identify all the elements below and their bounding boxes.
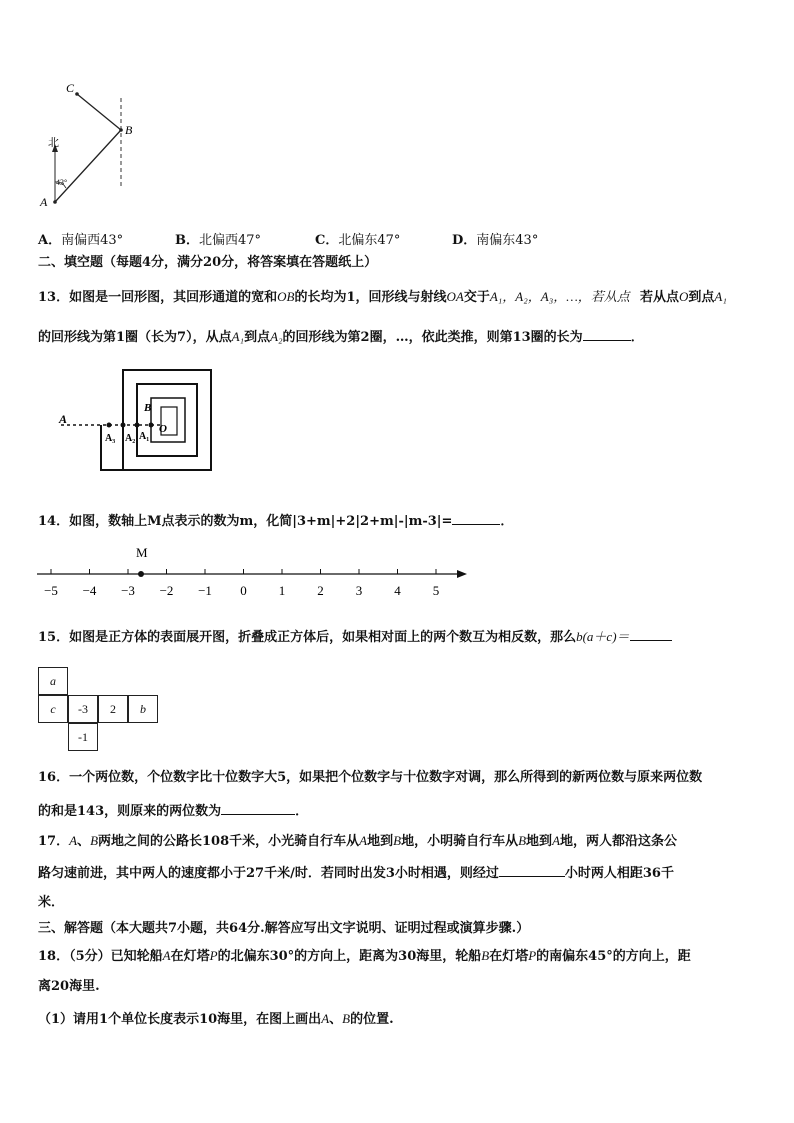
q15-answer-blank[interactable]: [630, 628, 672, 641]
tick-label: −4: [82, 583, 97, 598]
segment-ba: [55, 130, 121, 202]
point-m-label: M: [136, 545, 148, 560]
q18-line1: 18．（5分）已知轮船A在灯塔P的北偏东30°的方向上，距离为30海里，轮船B在灯塔P的南偏东45°的方向上，距: [38, 948, 691, 964]
label-c: C: [66, 81, 75, 95]
choice-a[interactable]: A．南偏西43°: [38, 233, 124, 248]
q18-line2: 离20海里.: [38, 979, 100, 994]
tick-label: 4: [394, 583, 401, 598]
tick-label: 1: [278, 583, 286, 598]
q15-text: 15．如图是正方体的表面展开图，折叠成正方体后，如果相对面上的两个数互为相反数，那么b(a＋c)＝: [38, 628, 672, 646]
svg-text:A₂: A₂: [125, 433, 136, 444]
point-m: [138, 571, 144, 577]
tick-label: 3: [355, 583, 363, 598]
label-a: A: [40, 195, 48, 209]
q16-answer-blank[interactable]: [221, 802, 295, 815]
net-cell-neg1: -1: [68, 723, 98, 751]
svg-text:B: B: [144, 402, 152, 414]
segment-cb: [77, 94, 121, 130]
choice-c[interactable]: C．北偏东47°: [315, 233, 401, 248]
compass-figure: [35, 78, 135, 216]
q16-line2: 的和是143，则原来的两位数为 ．: [38, 804, 309, 819]
svg-text:O: O: [159, 423, 167, 435]
net-cell-b: b: [128, 695, 158, 723]
tick-label: 0: [240, 583, 247, 598]
section-3-heading: 三、解答题（本大题共7小题，共64分.解答应写出文字说明、证明过程或演算步骤.）: [38, 921, 530, 936]
svg-text:A: A: [59, 412, 68, 426]
number-line: [35, 542, 475, 602]
q18-sub1: （1）请用1个单位长度表示10海里，在图上画出A、B的位置.: [38, 1011, 394, 1027]
angle-label: 43°: [56, 178, 68, 187]
label-b: B: [125, 123, 133, 137]
q13-answer-blank[interactable]: [583, 328, 631, 341]
q14-text: 14．如图，数轴上M点表示的数为m，化简|3+m|+2|2+m|-|m-3|= ．: [38, 514, 514, 529]
choice-b[interactable]: B．北偏西47°: [175, 233, 262, 248]
axis-arrow-icon: [457, 570, 467, 578]
net-cell-c: c: [38, 695, 68, 723]
q17-answer-blank[interactable]: [499, 864, 565, 877]
q17-line1: 17．A、B两地之间的公路长108千米，小光骑自行车从A地到B地，小明骑自行车从B地到A地，两人都沿这条公: [38, 833, 678, 849]
net-cell-2: 2: [98, 695, 128, 723]
q17-line3: 米．: [38, 895, 65, 910]
svg-text:A₁: A₁: [139, 431, 150, 442]
q13-line2: 的回形线为第1圈（长为7），从点A₁到点A₂的回形线为第2圈，…，依此类推，则第13圈的长为 ．: [38, 329, 644, 345]
tick-label: 5: [432, 583, 440, 598]
section-2-heading: 二、填空题（每题4分，满分20分，将答案填在答题纸上）: [38, 255, 378, 270]
tick-label: −1: [198, 583, 212, 598]
net-cell-a: a: [38, 667, 68, 695]
north-label: 北: [48, 136, 59, 149]
q13-line1-tail: 若从点O到点A₁: [640, 289, 727, 305]
q17-line2: 路匀速前进，其中两人的速度都小于27千米/时．若同时出发3小时相遇，则经过 小时两人相距36千: [38, 866, 674, 881]
tick-label: −5: [44, 583, 58, 598]
q13-line1: 13．如图是一回形图，其回形通道的宽和OB的长均为1，回形线与射线OA交于A₁，A₂，A₃，…，若从点: [38, 289, 630, 305]
q16-line1: 16．一个两位数，个位数字比十位数字大5，如果把个位数字与十位数字对调，那么所得到的新两位数与原来两位数: [38, 770, 703, 785]
choice-d[interactable]: D．南偏东43°: [452, 233, 539, 248]
svg-text:A₃: A₃: [105, 433, 116, 444]
net-cell-neg3: -3: [68, 695, 98, 723]
tick-label: −2: [159, 583, 174, 598]
tick-label: 2: [317, 583, 324, 598]
tick-label: −3: [121, 583, 135, 598]
q14-answer-blank[interactable]: [452, 512, 500, 525]
spiral-figure: [55, 365, 220, 477]
